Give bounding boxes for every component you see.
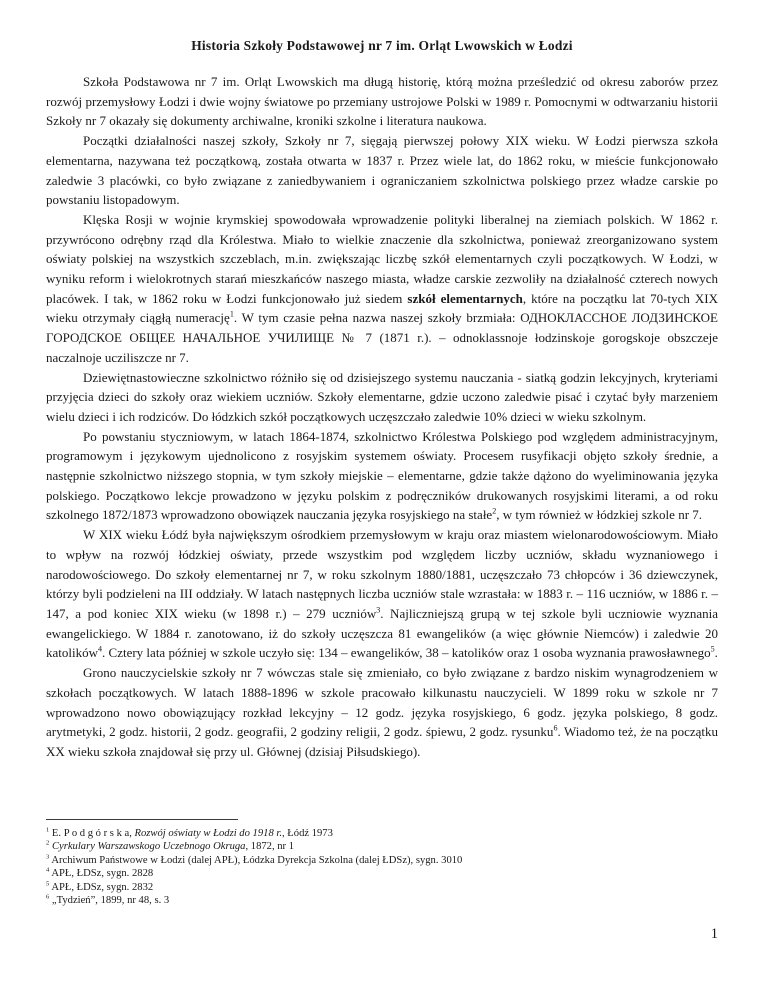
footnote-ref: 5 — [710, 645, 715, 655]
text-run: Początki działalności naszej szkoły, Szkoły nr 7, sięgają pierwszej połowy XIX wieku. W Łodzi pierwsza szkoła elementarna, nazywana też początkową, została otwarta w 1837 r. Przez wiele lat, do 1862 roku, w mieście funkcjonowało zaledwie 3 placówki, co było związane z zaniedbywaniem i ograniczaniem szkolnictwa polskiego przez władze carskie po powstaniu listopadowym. — [46, 133, 718, 208]
footnote-ref: 6 — [46, 893, 50, 901]
paragraph — [46, 427, 718, 526]
page-number: 1 — [710, 926, 718, 942]
text-run: E. P o d g ó r s k a, — [49, 828, 135, 839]
paragraph — [46, 131, 718, 210]
footnote — [46, 840, 718, 853]
text-run: . Cztery lata później w szkole uczyło się: 134 – ewangelików, 38 – katolików oraz 1 osoba wyznania prawosławnego — [102, 645, 711, 661]
text-run: Klęska Rosji w wojnie krymskiej spowodowała wprowadzenie polityki liberalnej na ziemiach polskich. W 1862 r. przywrócono odrębny rząd dla Królestwa. Miało to wielkie znaczenie dla szkolnictwa, ponieważ zreorganizowano system oświaty polskiej na wszystkich szczeblach, m.in. zwiększając liczbę szkół elementarnych czyli początkowych. W Łodzi, w wyniku reform i wielokrotnych starań mieszkańców naszego miasta, władze carskie zezwoliły na działalność czterech nowych placówek. I tak, w 1862 roku w Łodzi funkcjonowało już siedem — [46, 211, 718, 306]
text-run: Cyrkulary Warszawskogo Uczebnogo Okruga — [51, 841, 246, 853]
text-run: Szkoła Podstawowa nr 7 im. Orląt Lwowskich ma długą historię, którą można prześledzić od okresu zaborów przez rozwój przemysłowy Łodzi i dwie wojny światowe po przemiany ustrojowe Polski w 1989 r. Pomocnymi w odtwarzaniu historii Szkoły nr 7 okazały się dokumenty archiwalne, kroniki szkolne i literatura naukowa. — [46, 74, 718, 129]
document-body — [46, 72, 718, 762]
text-run: „Tydzień”, 1899, nr 48, s. 3 — [49, 895, 170, 907]
document-content — [46, 36, 718, 762]
footnote-ref: 2 — [46, 839, 50, 847]
text-run: APŁ, ŁDSz, sygn. 2828 — [49, 868, 154, 880]
text-run: . Wiadomo też, że na początku XX wieku szkoła znajdował się przy ul. Głównej (dzisiaj Piłsudskiego). — [46, 724, 718, 759]
document-title: Historia Szkoły Podstawowej nr 7 im. Orląt Lwowskich w Łodzi — [191, 38, 573, 53]
footnote — [46, 827, 718, 840]
text-run: . — [714, 645, 718, 661]
footnote-ref: 3 — [46, 853, 50, 861]
paragraph — [46, 368, 718, 427]
footnote — [46, 881, 718, 894]
footnote-ref: 1 — [46, 826, 50, 834]
paragraph — [46, 210, 718, 368]
text-run: , 1872, nr 1 — [245, 841, 295, 853]
footnote — [46, 867, 718, 880]
text-run: Dziewiętnastowieczne szkolnictwo różniło się od dzisiejszego systemu nauczania - siatką godzin lekcyjnych, kryteriami przyjęcia dzieci do szkoły oraz wiekiem uczniów. Szkoły elementarne, gdzie uczono zaledwie pisać i czytać były marzeniem wielu dzieci i ich rodziców. Do łódzkich szkół początkowych uczęszczało zaledwie 10% dzieci w wieku szkolnym. — [46, 369, 718, 424]
text-run: . W tym czasie pełna nazwa naszej szkoły brzmiała: ОДНОКЛАССНОЕ ЛОДЗИНСКОЕ ГОРОДСКОЕ ОБЩЕЕ НАЧАЛЬНОЕ УЧИЛИЩЕ № 7 (1871 r.). – odnoklassnoje łodzinskoje gorogskoje obszczeje naczalnoje ucziliszcze nr 7. — [46, 310, 718, 365]
text-run: Grono nauczycielskie szkoły nr 7 wówczas stale się zmieniało, co było związane z bardzo niskim wynagrodzeniem w szkołach początkowych. W latach 1888-1896 w szkole pracowało kilkunastu nauczycieli. W 1899 roku w szkole nr 7 wprowadzono nowo obowiązujący rozkład lekcyjny – 12 godz. języka rosyjskiego, 6 godz. języka polskiego, 8 godz. arytmetyki, 2 godz. historii, 2 godz. geografii, 2 godziny religii, 2 godz. śpiewu, 2 godz. rysunku — [46, 665, 718, 740]
footnotes-section — [46, 819, 718, 907]
footnote-ref: 1 — [229, 310, 234, 320]
footnote-ref: 5 — [46, 880, 50, 888]
footnote-ref: 6 — [553, 723, 558, 733]
text-run: Archiwum Państwowe w Łodzi (dalej APŁ), Łódzka Dyrekcja Szkolna (dalej ŁDSz), sygn. 3010 — [49, 854, 463, 866]
paragraph — [46, 525, 718, 663]
text-run: . Najliczniejszą grupą w tej szkole byli uczniowie wyznania ewangelickiego. W 1884 r. zanotowano, iż do szkoły uczęszcza 81 ewangelików (a więc głównie Niemców) i zaledwie 20 katolików — [46, 605, 718, 661]
footnote-list — [46, 827, 718, 907]
footnote — [46, 894, 718, 907]
footnote-ref: 2 — [492, 507, 497, 517]
footnote — [46, 854, 718, 867]
footnote-ref: 4 — [98, 645, 103, 655]
paragraph — [46, 72, 718, 131]
text-run: szkół elementarnych — [407, 290, 523, 306]
footnote-ref: 3 — [376, 605, 381, 615]
text-run: Po powstaniu styczniowym, w latach 1864-1874, szkolnictwo Królestwa Polskiego pod względem administracyjnym, programowym i językowym ujednolicono z rosyjskim systemem oświaty. Procesem rusyfikacji objęto szkoły średnie, a następnie szkolnictwo niższego stopnia, w tym szkoły miejskie – elementarne, gdzie także dążono do wyeliminowania języka polskiego. Początkowo lekcje prowadzono w języku polskim z podręczników drukowanych rosyjskimi literami, a od roku szkolnego 1872/1873 wprowadzono obowiązek nauczania języka rosyjskiego na stałe — [46, 428, 718, 523]
text-run: APŁ, ŁDSz, sygn. 2832 — [49, 881, 154, 893]
footnote-ref: 4 — [46, 866, 50, 874]
text-run: , Łódź 1973 — [282, 828, 333, 839]
footnote-separator — [46, 819, 238, 820]
paragraph — [46, 663, 718, 762]
text-run: W XIX wieku Łódź była największym ośrodkiem przemysłowym w kraju oraz miastem wielonarodowościowym. Miało to wpływ na rozwój łódzkiej oświaty, przede wszystkim pod względem liczby uczniów, składu wyznaniowego i narodowościowego. Do szkoły elementarnej nr 7, w roku szkolnym 1880/1881, uczęszczało 73 chłopców i 36 dziewczynek, którzy byli podzieleni na III oddziały. W latach następnych liczba uczniów stale wzrastała: w 1883 r. – 116 uczniów, w 1886 r. – 147, a pod koniec XIX wieku (w 1898 r.) – 279 uczniów — [46, 527, 718, 621]
text-run: , w tym również w łódzkiej szkole nr 7. — [496, 507, 703, 523]
text-run: Rozwój oświaty w Łodzi do 1918 r. — [134, 828, 282, 839]
text-run: , które na początku lat 70-tych XIX wieku otrzymały ciągłą numerację — [46, 290, 719, 326]
